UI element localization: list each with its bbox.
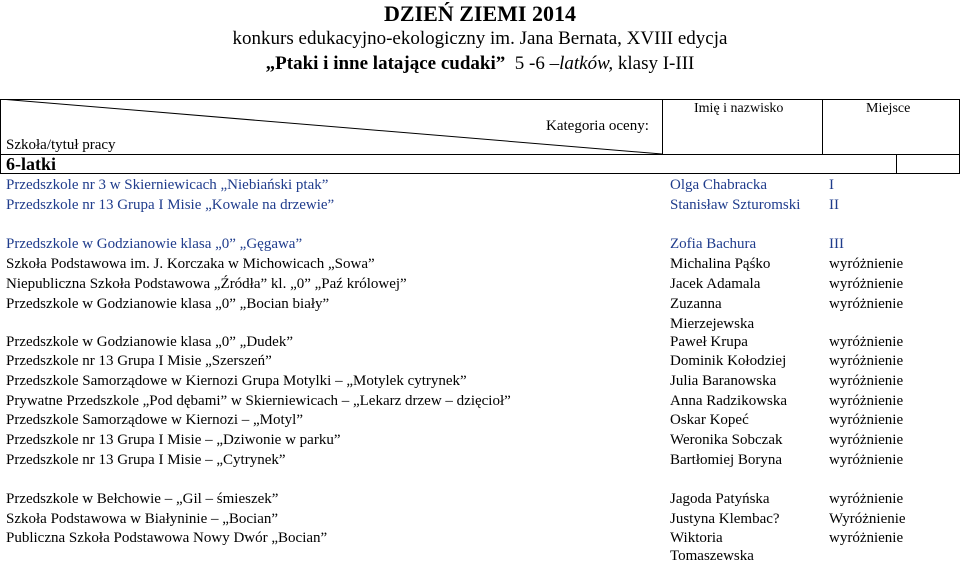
table-row-place: wyróżnienie [829,432,904,448]
table-row-place: wyróżnienie [829,296,904,312]
table-row-school: Przedszkole w Godzianowie klasa „0” „Gęgawa” [6,236,303,252]
table-row-name-continued: Tomaszewska [670,548,754,564]
place-column-header: Miejsce [866,101,911,116]
table-row-school: Szkoła Podstawowa w Białyninie – „Bocian” [6,511,279,527]
table-row-place: III [829,236,844,252]
table-row-place: wyróżnienie [829,373,904,389]
table-row-school: Przedszkole nr 13 Grupa I Misie – „Dziwonie w parku” [6,432,341,448]
document-title: DZIEŃ ZIEMI 2014 [384,1,576,26]
table-row-school: Publiczna Szkoła Podstawowa Nowy Dwór „Bocian” [6,530,328,546]
table-row-name: Julia Baranowska [670,373,777,389]
divider-place [896,154,897,173]
table-row-name: Wiktoria [670,530,723,546]
table-row-school: Prywatne Przedszkole „Pod dębami” w Skierniewicach – „Lekarz drzew – dzięcioł” [6,393,511,409]
table-row-place: I [829,177,834,193]
table-row-name: Jacek Adamala [670,276,761,292]
table-row-name: Jagoda Patyńska [670,491,770,507]
table-row-name: Oskar Kopeć [670,412,749,428]
table-row-school: Przedszkole Samorządowe w Kiernozi – „Motyl” [6,412,303,428]
table-row-place: wyróżnienie [829,530,904,546]
age-row-border [0,173,960,174]
table-row-school: Niepubliczna Szkoła Podstawowa „Źródła” kl. „0” „Paź królowej” [6,276,407,292]
table-row-school: Przedszkole nr 3 w Skierniewicach „Niebiański ptak” [6,177,329,193]
divider-category [662,99,663,154]
table-row-name: Stanisław Szturomski [670,197,801,213]
table-row-school: Przedszkole w Godzianowie klasa „0” „Dudek” [6,334,293,350]
table-row-name: Weronika Sobczak [670,432,783,448]
table-row-place: wyróżnienie [829,334,904,350]
table-row-name: Justyna Klembac? [670,511,780,527]
table-row-name: Olga Chabracka [670,177,768,193]
table-row-place: wyróżnienie [829,393,904,409]
table-row-school: Przedszkole nr 13 Grupa I Misie „Szerszeń” [6,353,272,369]
table-row-name: Bartłomiej Boryna [670,452,783,468]
table-row-school: Przedszkole Samorządowe w Kiernozi Grupa Motylki – „Motylek cytrynek” [6,373,467,389]
table-row-place: wyróżnienie [829,412,904,428]
table-row-school: Przedszkole w Godzianowie klasa „0” „Bocian biały” [6,296,330,312]
name-column-header: Imię i nazwisko [694,101,784,116]
theme-age: 5 -6 –latków, [510,53,614,74]
table-row-name: Dominik Kołodziej [670,353,787,369]
contest-theme [0,53,960,75]
age-group-label: 6-latki [6,154,57,174]
table-row-name: Anna Radzikowska [670,393,788,409]
table-row-place: II [829,197,839,213]
table-row-name: Paweł Krupa [670,334,748,350]
table-row-school: Szkoła Podstawowa im. J. Korczaka w Michowicach „Sowa” [6,256,375,272]
table-row-school: Przedszkole w Bełchowie – „Gil – śmieszek” [6,491,279,507]
table-row-name: Michalina Pąśko [670,256,771,272]
divider-name [822,99,823,154]
table-row-place: wyróżnienie [829,491,904,507]
table-row-place: wyróżnienie [829,256,904,272]
table-row-place: wyróżnienie [829,276,904,292]
theme-classes: klasy I-III [617,53,695,74]
table-row-school: Przedszkole nr 13 Grupa I Misie – „Cytrynek” [6,452,286,468]
table-row-place: Wyróżnienie [829,511,906,527]
table-row-place: wyróżnienie [829,452,904,468]
document-subtitle: konkurs edukacyjno-ekologiczny im. Jana Bernata, XVIII edycja [232,28,728,49]
table-row-name: Zuzanna [670,296,722,312]
category-label: Kategoria oceny: [546,118,649,134]
table-row-place: wyróżnienie [829,353,904,369]
theme-title: „Ptaki i inne latające cudaki” [265,53,506,74]
header-bottom-border [0,154,960,155]
table-row-school: Przedszkole nr 13 Grupa I Misie „Kowale na drzewie” [6,197,335,213]
table-row-name: Zofia Bachura [670,236,757,252]
table-row-name-continued: Mierzejewska [670,316,755,332]
school-column-header: Szkoła/tytuł pracy [6,137,116,153]
